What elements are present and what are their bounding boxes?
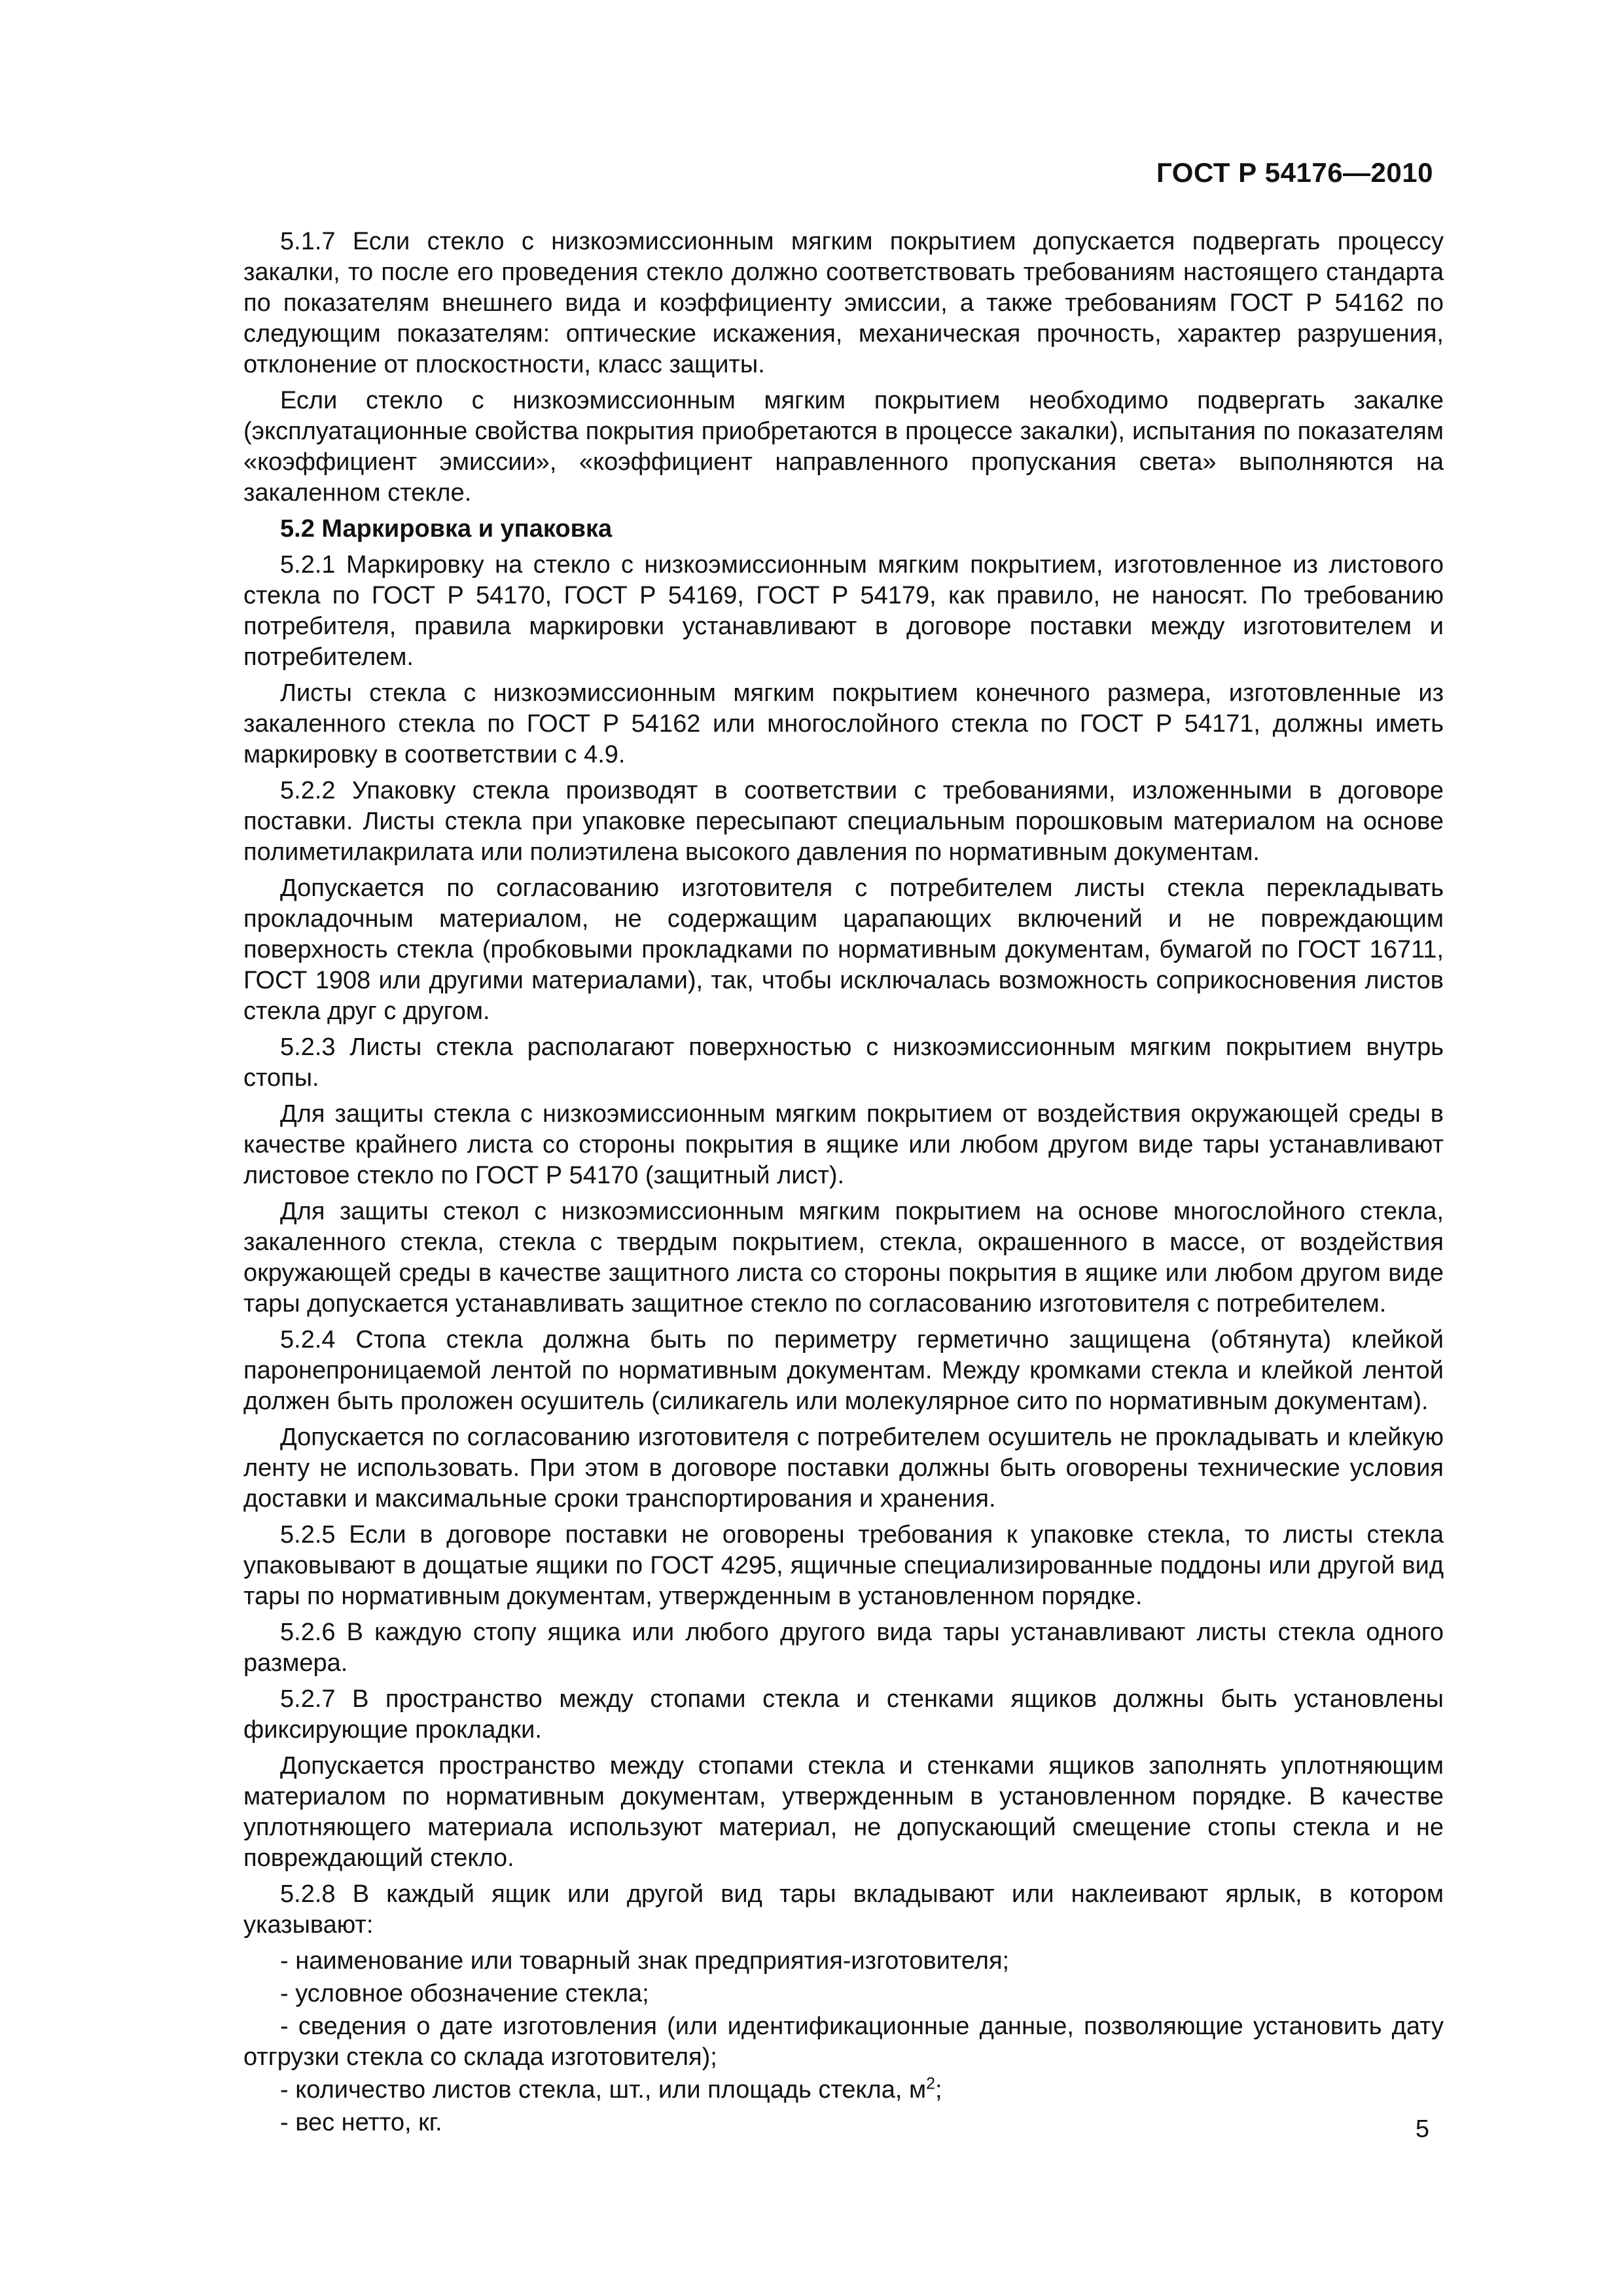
paragraph-text: 5.2.7 В пространство между стопами стекла и стенками ящиков должны быть установлены фиксирующие прокладки. (243, 1685, 1444, 1744)
paragraph (243, 386, 1444, 509)
paragraph-text: Для защиты стекол с низкоэмиссионным мягким покрытием на основе многослойного стекла, закаленного стекла, стекла с твердым покрытием, стекла, окрашенного в массе, от воздействия окружающей среды в качестве защитного листа со стороны покрытия в ящике или любом другом виде тары допускается устанавливать защитное стекло по согласованию изготовителя с потребителем. (243, 1198, 1444, 1318)
paragraph-text: 5.1.7 Если стекло с низкоэмиссионным мягким покрытием допускается подвергать процессу закалки, то после его проведения стекло должно соответствовать требованиям настоящего стандарта по показателям внешнего вида и коэффициенту эмиссии, а также требованиям ГОСТ Р 54162 по следующим показателям: оптические искажения, механическая прочность, характер разрушения, отклонение от плоскостности, класс защиты. (243, 228, 1444, 378)
section-heading (243, 514, 1444, 545)
paragraph-text: 5.2.2 Упаковку стекла производят в соответствии с требованиями, изложенными в договоре поставки. Листы стекла при упаковке пересыпают специальным порошковым материалом на основе полиметилакрилата или полиэтилена высокого давления по нормативным документам. (243, 777, 1444, 866)
paragraph-text: 5.2.1 Маркировку на стекло с низкоэмиссионным мягким покрытием, изготовленное из листового стекла по ГОСТ Р 54170, ГОСТ Р 54169, ГОСТ Р 54179, как правило, не наносят. По требованию потребителя, правила маркировки устанавливают в договоре поставки между изготовителем и потребителем. (243, 551, 1444, 671)
paragraph-text: Если стекло с низкоэмиссионным мягким покрытием необходимо подвергать закалке (эксплуатационные свойства покрытия приобретаются в процессе закалки), испытания по показателям «коэффициент эмиссии», «коэффициент направленного пропускания света» выполняются на закаленном стекле. (243, 387, 1444, 507)
list-item (243, 2075, 1444, 2106)
paragraph-text: Допускается по согласованию изготовителя с потребителем осушитель не прокладывать и клейкую ленту не использовать. При этом в договоре поставки должны быть оговорены технические условия доставки и максимальные сроки транспортирования и хранения. (243, 1424, 1444, 1513)
paragraph-text: Допускается по согласованию изготовителя с потребителем листы стекла перекладывать прокладочным материалом, не содержащим царапающих включений и не повреждающим поверхность стекла (пробковыми прокладками по нормативным документам, бумагой по ГОСТ 16711, ГОСТ 1908 или другими материалами), так, чтобы исключалась возможность соприкосновения листов стекла друг с другом. (243, 874, 1444, 1025)
paragraph (243, 873, 1444, 1027)
paragraph-text: - количество листов стекла, шт., или площадь стекла, м (280, 2076, 927, 2104)
paragraph (243, 1751, 1444, 1874)
paragraph (243, 1684, 1444, 1746)
page-number: 5 (1415, 2115, 1429, 2143)
paragraph-text: Листы стекла с низкоэмиссионным мягким покрытием конечного размера, изготовленные из закаленного стекла по ГОСТ Р 54162 или многослойного стекла по ГОСТ Р 54171, должны иметь маркировку в соответствии с 4.9. (243, 679, 1444, 768)
paragraph (243, 1617, 1444, 1679)
paragraph-text: 5.2.6 В каждую стопу ящика или любого другого вида тары устанавливают листы стекла одного размера. (243, 1619, 1444, 1677)
list-item (243, 2011, 1444, 2073)
paragraph (243, 678, 1444, 770)
paragraph-text: 5.2.3 Листы стекла располагают поверхностью с низкоэмиссионным мягким покрытием внутрь стопы. (243, 1033, 1444, 1092)
paragraph-text: Для защиты стекла с низкоэмиссионным мягким покрытием от воздействия окружающей среды в качестве крайнего листа со стороны покрытия в ящике или любом другом виде тары устанавливают листовое стекло по ГОСТ Р 54170 (защитный лист). (243, 1100, 1444, 1189)
paragraph (243, 1520, 1444, 1612)
paragraph-text: 5.2.5 Если в договоре поставки не оговорены требования к упаковке стекла, то листы стекла упаковывают в дощатые ящики по ГОСТ 4295, ящичные специализированные поддоны или другой вид тары по нормативным документам, утвержденным в установленном порядке. (243, 1521, 1444, 1610)
paragraph-text: Допускается пространство между стопами стекла и стенками ящиков заполнять уплотняющим материалом по нормативным документам, утвержденным в установленном порядке. В качестве уплотняющего материала используют материал, не допускающий смещение стопы стекла и не повреждающий стекло. (243, 1752, 1444, 1872)
paragraph-text: - условное обозначение стекла; (280, 1980, 649, 2007)
list-item (243, 2108, 1444, 2138)
paragraph-text: 5.2 Маркировка и упаковка (280, 515, 613, 543)
document-header: ГОСТ Р 54176—2010 (1156, 157, 1433, 188)
paragraph (243, 1422, 1444, 1515)
document-body (243, 226, 1444, 2140)
paragraph-text: - вес нетто, кг. (280, 2109, 442, 2136)
paragraph-text: 5.2.4 Стопа стекла должна быть по периметру герметично защищена (обтянута) клейкой паронепроницаемой лентой по нормативным документам. Между кромками стекла и клейкой лентой должен быть проложен осушитель (силикагель или молекулярное сито по нормативным документам). (243, 1326, 1444, 1415)
list-item (243, 1979, 1444, 2009)
paragraph (243, 226, 1444, 380)
paragraph (243, 1032, 1444, 1094)
paragraph-text: - наименование или товарный знак предприятия-изготовителя; (280, 1947, 1010, 1975)
paragraph (243, 1879, 1444, 1941)
list-item (243, 1946, 1444, 1977)
paragraph-text: 5.2.8 В каждый ящик или другой вид тары вкладывают или наклеивают ярлык, в котором указывают: (243, 1880, 1444, 1939)
paragraph (243, 776, 1444, 868)
paragraph (243, 550, 1444, 673)
paragraph-text: - сведения о дате изготовления (или идентификационные данные, позволяющие установить дату отгрузки стекла со склада изготовителя); (243, 2013, 1444, 2071)
paragraph (243, 1196, 1444, 1319)
paragraph (243, 1099, 1444, 1191)
paragraph-suffix: ; (935, 2076, 942, 2104)
superscript: 2 (926, 2074, 935, 2093)
paragraph (243, 1325, 1444, 1417)
